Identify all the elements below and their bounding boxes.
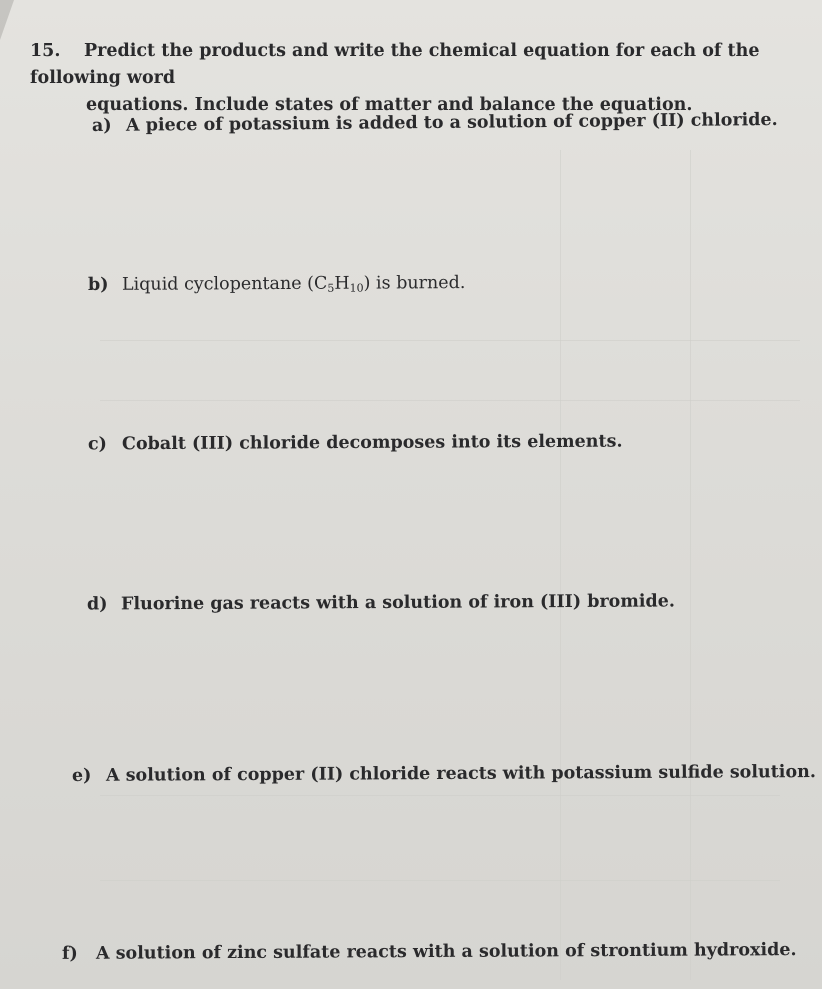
show-through-grid-line: [100, 880, 780, 881]
part-letter: d): [86, 594, 108, 615]
formula-open: Liquid cyclopentane (C: [121, 273, 328, 295]
part-text: [122, 273, 466, 295]
page-corner-shadow: [0, 0, 14, 40]
part-letter: c): [87, 434, 107, 455]
show-through-grid-line: [560, 150, 561, 980]
part-c: [88, 430, 623, 457]
part-letter: e): [71, 765, 92, 786]
part-letter: f): [61, 943, 78, 964]
show-through-grid-line: [690, 150, 691, 980]
formula-hydrogen: H: [334, 273, 350, 294]
part-text: A solution of zinc sulfate reacts with a solution of strontium hydroxide.: [95, 940, 797, 964]
part-text: Fluorine gas reacts with a solution of iron (III) bromide.: [120, 591, 676, 615]
question-number: 15.: [30, 41, 61, 61]
formula-close: ) is burned.: [363, 273, 466, 294]
formula-subscript-hydrogen: 10: [349, 281, 364, 295]
question-text-line-1: Predict the products and write the chemical equation for each of the following word: [30, 41, 760, 88]
show-through-grid-line: [100, 340, 800, 341]
part-f: [62, 938, 797, 966]
part-b: [88, 271, 466, 302]
part-letter: a): [91, 115, 112, 136]
show-through-grid-line: [100, 400, 800, 401]
part-a: [92, 108, 778, 138]
show-through-grid-line: [100, 795, 780, 796]
part-d: [87, 589, 675, 616]
part-letter: b): [87, 274, 109, 295]
part-text: A solution of copper (II) chloride reacts with potassium sulfide solution.: [105, 762, 816, 786]
formula-subscript-carbon: 5: [327, 281, 335, 295]
question-text-line-2: equations. Include states of matter and balance the equation.: [86, 95, 693, 115]
question-header: [30, 38, 790, 119]
part-e: [72, 760, 816, 788]
part-text: A piece of potassium is added to a solution of copper (II) chloride.: [125, 110, 778, 136]
part-text: Cobalt (III) chloride decomposes into its elements.: [121, 431, 623, 455]
